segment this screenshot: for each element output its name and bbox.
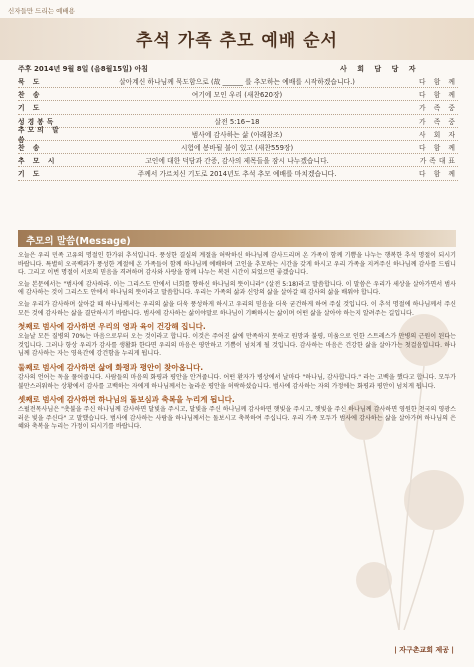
section-text: 감사의 언어는 독을 풀어줍니다. 사람들의 마음의 화평과 평안을 안겨줍니다. 어떤 환자가 병상에서 날마다 "하나님, 감사합니다." 라는 고백을 했다고 합니다. 모두가 불만스러워하는 상황에서 감사를 고백하는 자에게 하나님께서는 놀라운 평안을 허락하셨습니다. 범사에 감사하는 자의 가정에는 화평과 평안이 넘치게 됩니다. [18,373,456,390]
order-person: 사 회 자 [418,130,458,139]
order-label: 기 도 [18,170,43,179]
section-heading: 둘째로 범사에 감사하면 삶에 화평과 평안이 찾아옵니다. [18,362,204,372]
paragraph: 오늘 본문에서는 "범사에 감사하라. 이는 그리스도 안에서 너희를 향하신 하나님의 뜻이니라" (살전 5:18)라고 말씀합니다. 이 말씀은 우리가 세상을 살아가면서 범사에 감사하는 것이 그리스도 안에서 하나님의 뜻이라고 말씀합니다. 우리는 가족의 삶과 신앙의 삶을 살아갈 때 감사의 삶을 배워야 합니다. [18,280,456,297]
tagline: 신자들만 드리는 예배용 [8,7,75,15]
message-heading-bar [18,230,456,247]
section-text: 스펄전목사님은 "촛불을 주신 하나님께 감사하면 달빛을 주시고, 달빛을 주신 하나님께 감사하면 햇빛을 주시고, 햇빛을 주신 하나님께 감사하면 영원한 천국의 영광스러운 빛을 주신다" 고 말했습니다. 범사에 감사하는 사람을 하나님께서는 돌보시고 축복하여 주십니다. 우리 가족 모두가 범사에 감사하는 삶을 살아가며 하나님의 은혜와 축복을 누리는 가정이 되시기를 바랍니다. [18,406,456,431]
order-label: 추 모 시 [18,157,58,166]
message-heading: 추모의 말씀(Message) [26,236,131,247]
order-text: 살전 5:16~18 [214,117,260,126]
order-person: 가 족 중 [418,104,458,113]
order-text: 시험에 봉바될 불이 있고 (새찬559장) [180,144,294,153]
order-label: 찬 송 [18,91,43,100]
order-row [18,88,458,101]
order-row [18,75,458,88]
order-row [18,141,458,154]
dateline: 주후 2014년 9월 8일 (음8월15일) 아침 [18,65,149,73]
order-text: 살아계신 하나님께 묵도함으로 (故 ______ 를 추모하는 예배를 시작하겠습니다.) [119,78,355,87]
section-heading: 첫째로 범사에 감사하면 우리의 영과 육이 건강해 집니다. [18,322,206,332]
paragraph: 오늘은 우리 민족 고유의 명절인 한가위 추석입니다. 풍성한 결실의 계절을 허락하신 하나님께 감사드리며 온 가족이 함께 기쁨을 나누는 행복한 추석 명절이 되시기 바랍니다. 특별히 오곡백과가 풍성한 계절에 온 가족들이 함께 하나님께 예배하며 고인을 추모하는 시간을 갖게 하시고 우리 가족을 지켜주신 하나님께 감사를 드립니다. 그리고 이번 명절이 서로의 믿음을 격려하며 감사와 사랑을 함께 나누는 복된 시간이 되었으면 좋겠습니다. [18,252,456,277]
order-person: 다 함 께 [418,78,458,87]
page-title: 추석 가족 추모 예배 순서 [136,31,338,51]
order-list [18,75,458,181]
order-label: 기 도 [18,104,43,113]
order-person: 가족대표 [419,157,458,166]
order-person: 다 함 께 [418,170,458,179]
order-text: 고인에 대한 덕담과 간증, 감사의 제목들을 잠시 나누겠습니다. [145,157,329,166]
order-label: 성경봉독 [18,117,57,126]
paragraph: 오늘 우리가 감사하며 살아갈 때 하나님께서는 우리의 삶을 더욱 풍성하게 하시고 우리의 믿음을 더욱 굳건하게 하여 주실 것입니다. 이 추석 명절에 하나님께서 주신 모든 것에 감사하는 삶을 결단하시기 바랍니다. 범사에 감사하는 삶이야말로 하나님이 기뻐하시는 삶이며 어떤 삶을 살아야 하는지 알려주는 길입니다. [18,300,456,317]
order-person: 가 족 중 [418,117,458,126]
order-label: 묵 도 [18,78,43,87]
order-label: 추모의 말씀 [18,125,62,144]
order-person: 다 함 께 [418,144,458,153]
section-heading: 셋째로 범사에 감사하면 하나님의 돌보심과 축복을 누리게 됩니다. [18,395,235,405]
title-banner [0,18,474,60]
order-text: 범사에 감사하는 삶 (아래참조) [191,130,283,139]
order-label: 찬 송 [18,144,43,153]
roles-header: 사 회 담 당 자 [340,65,420,73]
section-text: 오늘날 모든 질병의 70%는 마음으로부터 오는 것이라고 합니다. 이것은 주어진 삶에 만족하지 못하고 원망과 불평, 미움으로 인한 스트레스가 만병의 근원이 된다는 것입니다. 그러나 항상 우리가 감사를 생활화 한다면 우리의 마음은 평안하고 기쁨이 넘치게 될 것입니다. 감사하는 마음은 건강한 삶을 살아가는 첫걸음입니다. 하나님께 감사하는 자는 영육간에 강건함을 누리게 됩니다. [18,333,456,358]
source-credit: | 자구촌교회 제공 | [394,646,454,654]
order-person: 다 함 께 [418,91,458,100]
order-text: 여기에 모인 우리 (새찬620장) [191,91,283,100]
order-row [18,154,458,167]
order-text: 주께서 가르치신 기도로 2014년도 추석 추모 예배를 마치겠습니다. [137,170,337,179]
order-row [18,125,458,144]
order-row [18,167,458,180]
order-row [18,115,458,128]
message-body [18,252,456,435]
order-row [18,101,458,114]
